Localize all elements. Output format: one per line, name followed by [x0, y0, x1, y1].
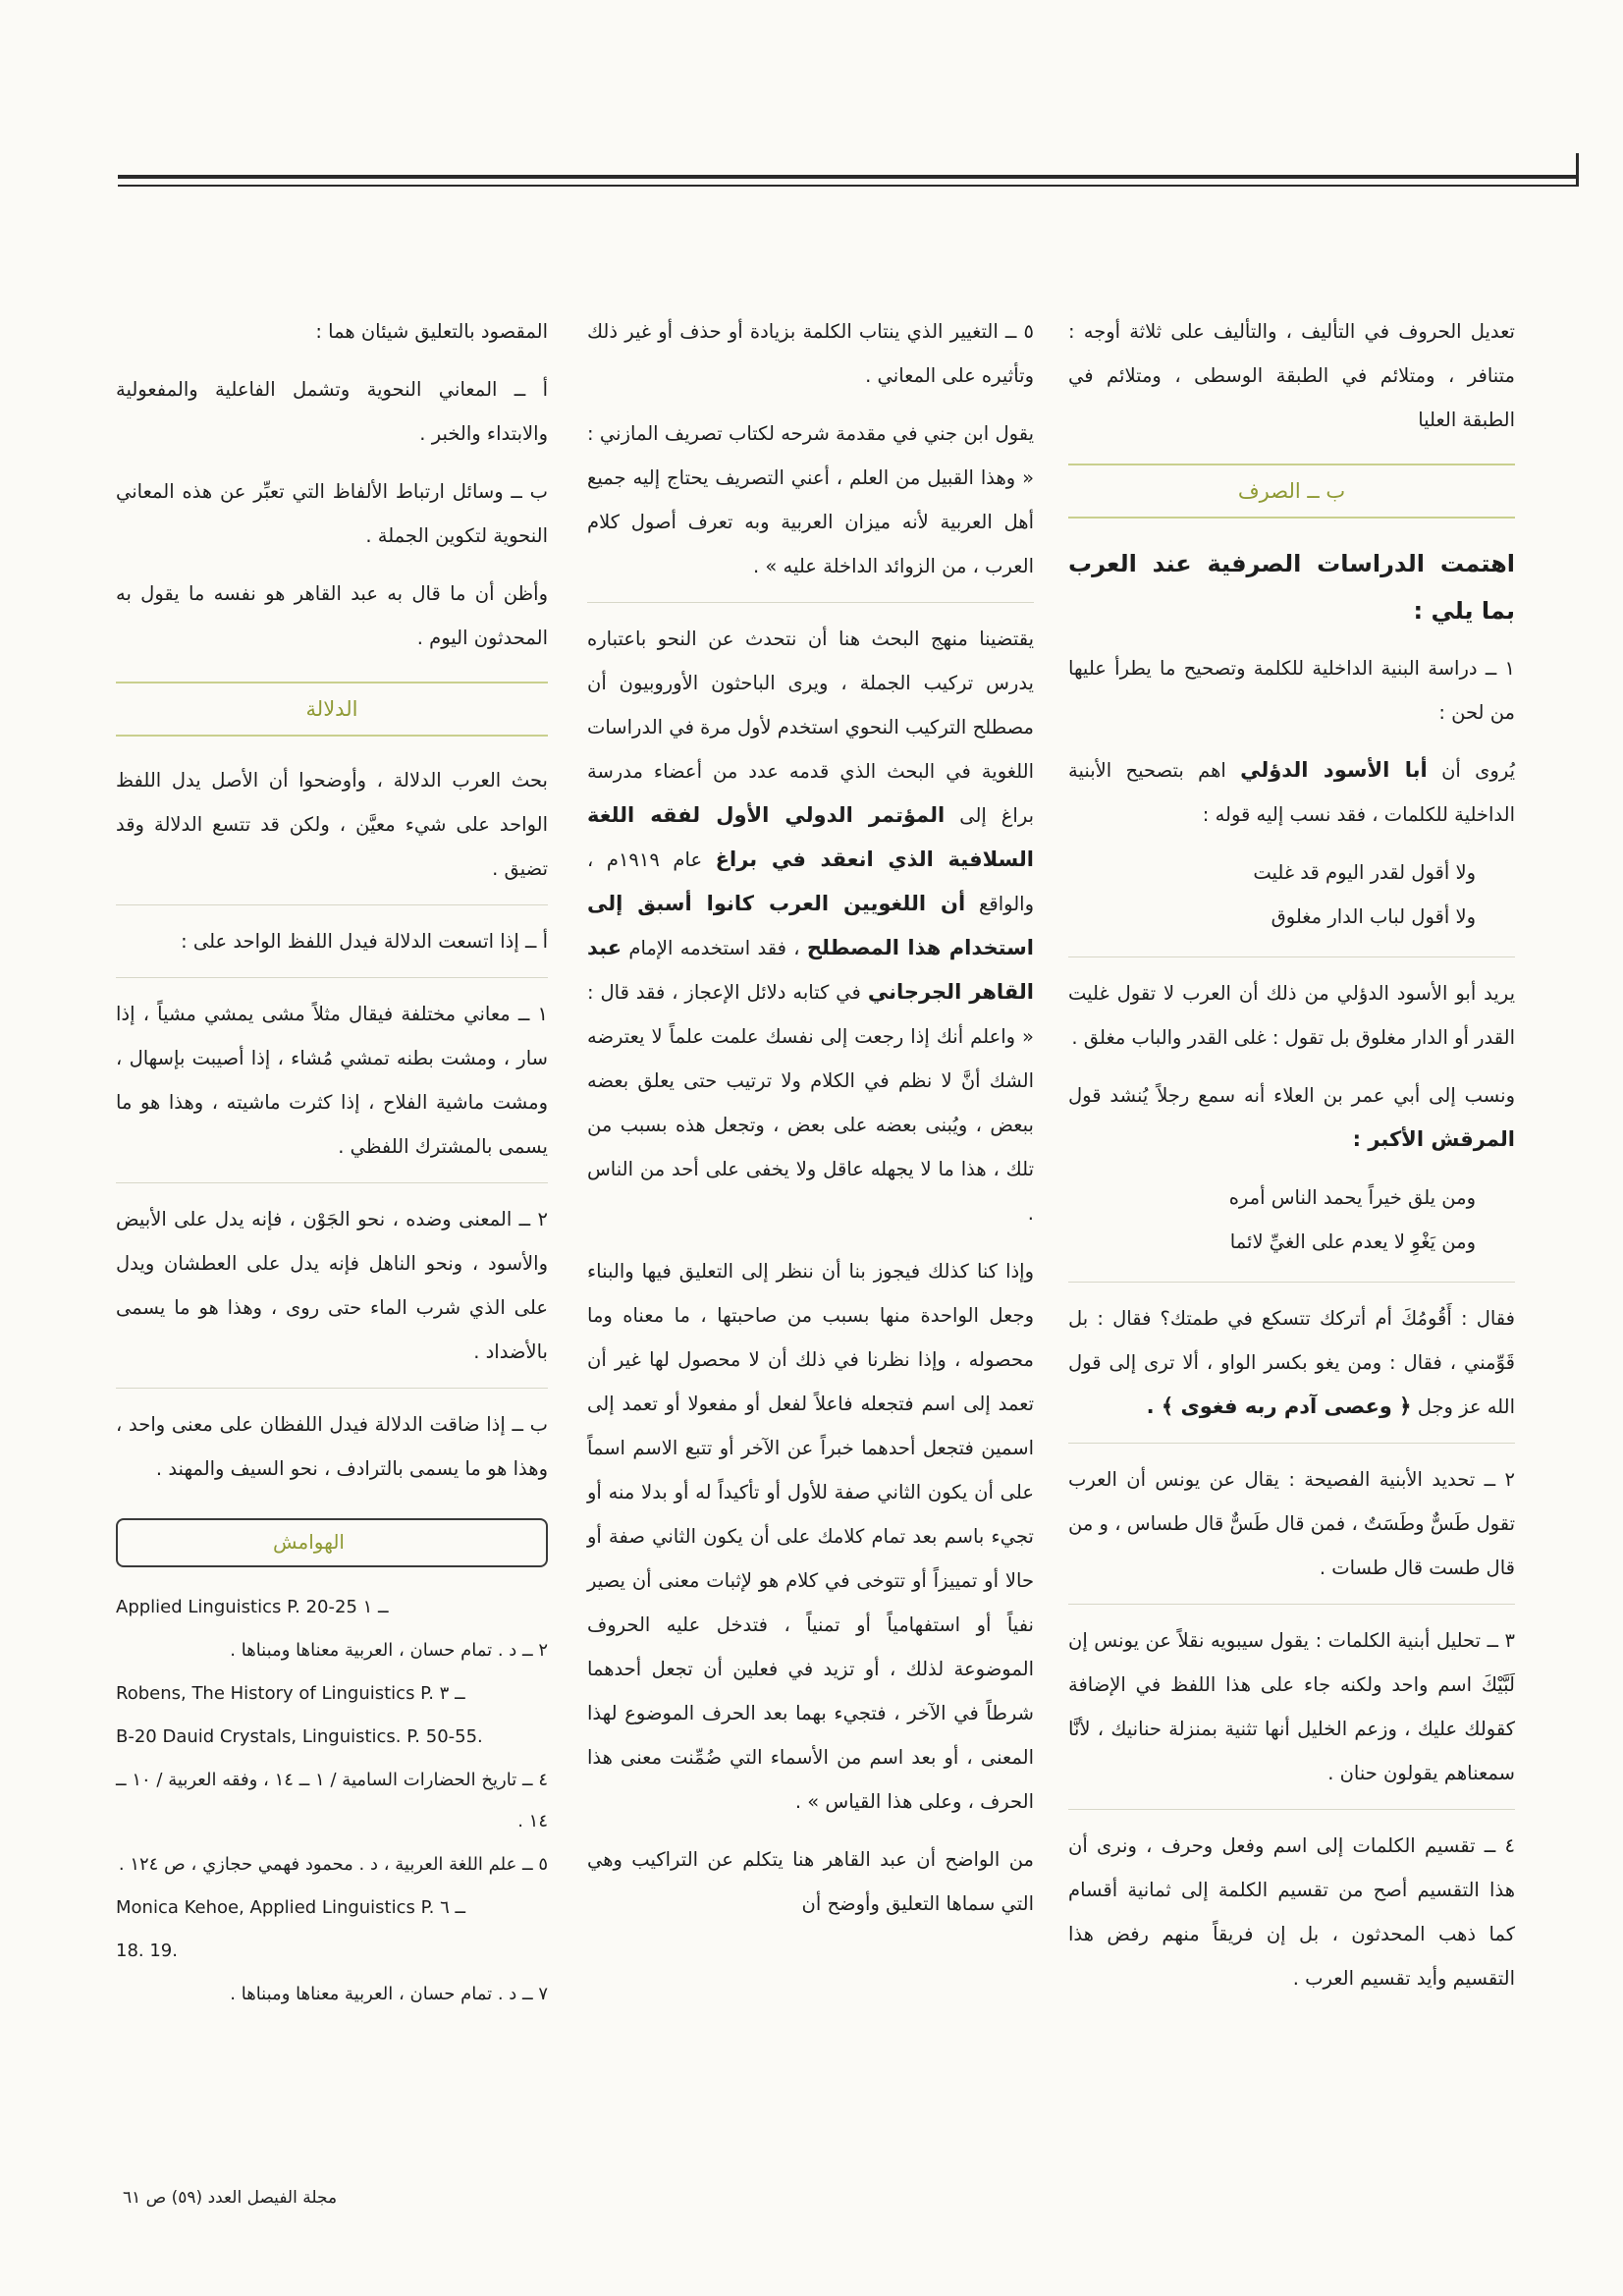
footnote: ٧ ــ د . تمام حسان ، العربية معناها ومبناها . [230, 1984, 548, 2004]
quran-quote: ﴿ وعصى آدم ربه فغوى ﴾ . [1146, 1394, 1412, 1418]
paragraph: ٤ ــ تقسيم الكلمات إلى اسم وفعل وحرف ، ونرى أن هذا التقسيم أصح من تقسيم الكلمة إلى ثمانية أقسام كما ذهب المحدثون ، بل إن فريقاً منهم رفض هذا التقسيم وأيد تقسيم العرب . [1068, 1834, 1515, 1990]
highlight-text: أن اللغويين العرب كانوا أسبق إلى استخدام هذا المصطلح [587, 892, 1035, 959]
paragraph: ٣ ــ تحليل أبنية الكلمات : يقول سيبويه نقلاً عن يونس إن لَبَّيْكَ اسم واحد ولكنه جاء على هذا اللفظ في الإضافة كقولك عليك ، وزعم الخليل أنها تثنية بمنزلة حنانيك ، لأنَّا سمعناهم يقولون حنان . [1068, 1629, 1515, 1784]
header-rule-thin [118, 185, 1579, 187]
paragraph: ٢ ــ تحديد الأبنية الفصيحة : يقال عن يونس أن العرب تقول طَسٌّ وطَسَتٌ ، فمن قال طَسٌّ قال طساس ، و من قال طست قال طسات . [1068, 1468, 1515, 1579]
divider [587, 602, 1034, 603]
header-rule-thick [118, 175, 1579, 179]
footnote: B-20 Dauid Crystals, Linguistics. P. 50-55. [116, 1726, 483, 1747]
paragraph: المقصود بالتعليق شيئان هما : [315, 320, 548, 343]
text: فقال : أَقُومُكَ أم أتركك تتسكع في طمتك؟ فقال : بل قَوِّمني ، فقال : ومن يغو بكسر الواو ، ألا ترى إلى قول الله عز وجل [1068, 1307, 1515, 1418]
header-rule-tick [1576, 153, 1579, 187]
footnote: ٢ ــ د . تمام حسان ، العربية معناها ومبناها . [230, 1640, 548, 1661]
footnotes-title: الهوامش [265, 1528, 352, 1556]
divider [1068, 1282, 1515, 1283]
paragraph: أ ــ إذا اتسعت الدلالة فيدل اللفظ الواحد على : [181, 930, 548, 953]
paragraph: ١ ــ دراسة البنية الداخلية للكلمة وتصحيح ما يطرأ عليها من لحن : [1068, 657, 1515, 724]
footnotes-list [116, 1587, 548, 2015]
column-left [116, 309, 548, 2017]
footnote: ٥ ــ علم اللغة العربية ، د . محمود فهمي حجازي ، ص ١٢٤ . [118, 1854, 548, 1875]
text: اهم بتصحيح الأبنية الداخلية للكلمات ، فقد نسب إليه قوله : [1068, 759, 1515, 826]
divider [116, 904, 548, 905]
paragraph: ٥ ــ التغيير الذي ينتاب الكلمة بزيادة أو حذف أو غير ذلك وتأثيره على المعاني . [587, 320, 1034, 387]
footnote: Robens, The History of Linguistics P. ــ ٣ [116, 1683, 465, 1704]
paragraph: أ ــ المعاني النحوية وتشمل الفاعلية والمفعولية والابتداء والخبر . [116, 378, 548, 445]
highlight-name: عبد القاهر الجرجاني [587, 936, 1035, 1004]
highlight-name: أبا الأسود الدؤلي [1240, 758, 1428, 782]
paragraph: وإذا كنا كذلك فيجوز بنا أن ننظر إلى التعليق فيها والبناء وجعل الواحدة منها بسبب من صاحبتها ، ما معناه وما محصوله ، وإذا نظرنا في ذلك أن لا محصول لها غير أن تعمد إلى اسم فتجعله فاعلاً لفعل أو مفعولا أو تعمد إلى اسمين فتجعل أحدهما خبراً عن الآخر أو تتبع الاسم اسماً على أن يكون الثاني صفة للأول أو تأكيداً له أو بدلا منه أو تجيء باسم بعد تمام كلامك على أن يكون الثاني صفة أو حالا أو تمييزاً أو تتوخى في كلام هو لإثبات معنى أن يصير نفياً أو استفهامياً أو تمنياً ، فتدخل عليه الحروف الموضوعة لذلك ، أو تزيد في فعلين أن تجعل أحدهما شرطاً في الآخر ، فتجيء بهما بعد الحرف الموضوع لهذا المعنى ، أو بعد اسم من الأسماء التي ضُمِّنت معنى هذا الحرف ، وعلى هذا القياس » . [587, 1260, 1034, 1813]
divider [1068, 1604, 1515, 1605]
poem-verse [1068, 850, 1515, 939]
section-heading-sarf: ب ــ الصرف [1068, 464, 1515, 519]
paragraph: ٢ ــ المعنى وضده ، نحو الجَوْن ، فإنه يدل على الأبيض والأسود ، ونحو الناهل فإنه يدل على العطشان ويدل على الذي شرب الماء حتى روى ، وهذا هو ما يسمى بالأضداد . [116, 1208, 548, 1363]
text: ونسب إلى أبي عمر بن العلاء أنه سمع رجلاً يُنشد قول [1068, 1084, 1515, 1107]
verse-line: ولا أقول لقدر اليوم قد غليت [1253, 861, 1476, 884]
paragraph: تعديل الحروف في التأليف ، والتأليف على ثلاثة أوجه : متنافر ، ومتلائم في الطبقة الوسطى ، ومتلائم في الطبقة العليا [1068, 320, 1515, 431]
paragraph: ب ــ وسائل ارتباط الألفاظ التي تعبِّر عن هذه المعاني النحوية لتكوين الجملة . [116, 480, 548, 547]
column-middle [587, 309, 1034, 1940]
poem-verse [1068, 1175, 1515, 1264]
text: ، فقد استخدمه الإمام [628, 937, 800, 959]
section-heading-dalala: الدلالة [116, 682, 548, 737]
paragraph: بحث العرب الدلالة ، وأوضحوا أن الأصل يدل اللفظ الواحد على شيء معيَّن ، ولكن قد تتسع الدلالة وقد تضيق . [116, 769, 548, 880]
divider [116, 1182, 548, 1183]
footnote: Monica Kehoe, Applied Linguistics P. ــ ٦ [116, 1897, 466, 1918]
paragraph: من الواضح أن عبد القاهر هنا يتكلم عن التراكيب وهي التي سماها التعليق وأوضح أن [587, 1848, 1034, 1915]
lead-heading: اهتمت الدراسات الصرفية عند العرب بما يلي : [1068, 550, 1515, 625]
footnote: ٤ ــ تاريخ الحضارات السامية / ١ ــ ١٤ ، وفقه العربية / ١٠ ــ ١٤ . [116, 1770, 548, 1831]
footnote: Applied Linguistics P. 20-25 ــ ١ [116, 1597, 389, 1617]
paragraph: يريد أبو الأسود الدؤلي من ذلك أن العرب لا تقول غليت القدر أو الدار مغلوق بل تقول : غلى القدر والباب مغلق . [1068, 982, 1515, 1049]
text: يُروى أن [1441, 759, 1516, 782]
page-footer: مجلة الفيصل العدد (٥٩) ص ٦١ [123, 2188, 338, 2208]
paragraph: وأظن أن ما قال به عبد القاهر هو نفسه ما يقول به المحدثون اليوم . [116, 582, 548, 649]
text: عام ١٩١٩م ، والواقع [587, 848, 1035, 915]
divider [116, 1388, 548, 1389]
divider [116, 977, 548, 978]
paragraph: يقول ابن جني في مقدمة شرحه لكتاب تصريف المازني : « وهذا القبيل من العلم ، أعني التصريف يحتاج إليه جميع أهل العربية لأنه ميزان العربية وبه تعرف أصول كلام العرب ، من الزوائد الداخلة عليه » . [587, 422, 1034, 577]
column-right [1068, 309, 1515, 2014]
highlight-name: المرقش الأكبر : [1352, 1127, 1515, 1151]
verse-line: ومن يَغْوِ لا يعدم على الغيِّ لائما [1229, 1230, 1476, 1253]
paragraph [1068, 1073, 1515, 1162]
footnote: 18. 19. [116, 1941, 178, 1961]
paragraph [1068, 1296, 1515, 1429]
paragraph: ١ ــ معاني مختلفة فيقال مثلاً مشى يمشي مشياً ، إذا سار ، ومشت بطنه تمشي مُشاء ، إذا أصيبت بإسهال ، ومشت ماشية الفلاح ، إذا كثرت ماشيته ، وهذا هو ما يسمى بالمشترك اللفظي . [116, 1003, 548, 1158]
paragraph [1068, 748, 1515, 837]
verse-line: ولا أقول لباب الدار مغلوق [1271, 905, 1476, 928]
divider [1068, 1443, 1515, 1444]
divider [1068, 1809, 1515, 1810]
verse-line: ومن يلق خيراً يحمد الناس أمره [1228, 1186, 1476, 1209]
footnotes-box [116, 1518, 548, 1567]
text: يقتضينا منهج البحث هنا أن نتحدث عن النحو باعتباره يدرس تركيب الجملة ، ويرى الباحثون الأوروبيون أن مصطلح التركيب النحوي استخدم لأول مرة في الدراسات اللغوية في البحث الذي قدمه عدد من أعضاء مدرسة براغ إلى [587, 628, 1035, 827]
paragraph [587, 617, 1034, 1235]
text: في كتابه دلائل الإعجاز ، فقد قال : « واعلم أنك إذا رجعت إلى نفسك علمت علماً لا يعترضه الشك أنَّ لا نظم في الكلام ولا ترتيب حتى يعلق بعضه ببعض ، ويُبنى بعضه على بعض ، وتجعل هذه بسبب من تلك ، هذا ما لا يجهله عاقل ولا يخفى على أحد من الناس . [587, 981, 1034, 1225]
highlight-text: المؤتمر الدولي الأول لفقه اللغة السلافية الذي انعقد في براغ [587, 803, 1034, 871]
paragraph: ب ــ إذا ضاقت الدلالة فيدل اللفظان على معنى واحد ، وهذا هو ما يسمى بالترادف ، نحو السيف والمهند . [116, 1413, 548, 1480]
